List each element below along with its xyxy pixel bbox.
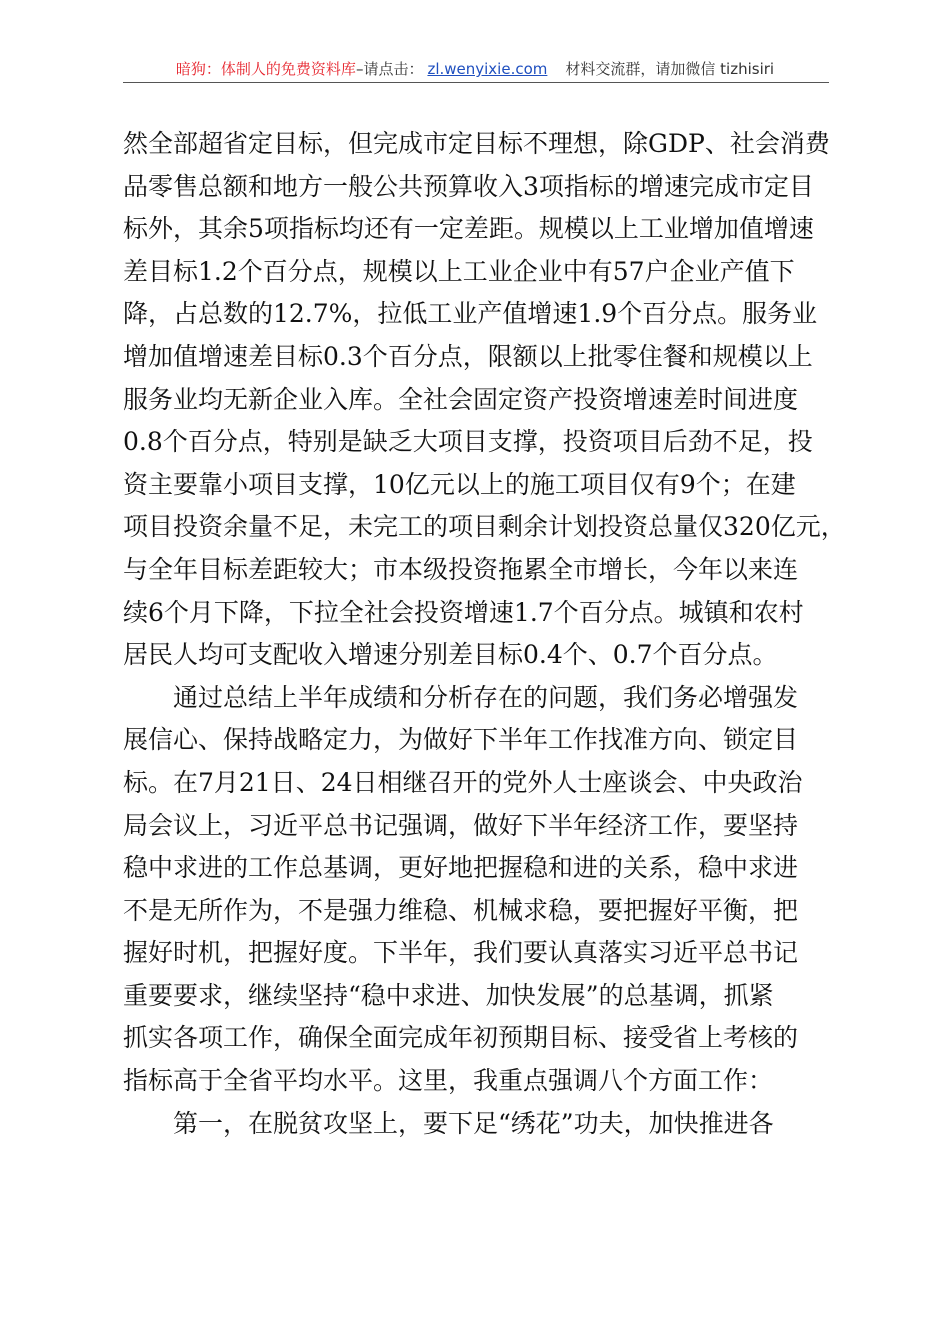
text-line: 项目投资余量不足，未完工的项目剩余计划投资总量仅320亿元， bbox=[123, 512, 846, 542]
header-brand: 暗狗：体制人的免费资料库 bbox=[175, 60, 356, 78]
header-note: 材料交流群，请加微信 tizhisiri bbox=[565, 60, 775, 78]
paragraph-start-line: 第一，在脱贫攻坚上，要下足“绣花”功夫，加快推进各 bbox=[173, 1108, 774, 1138]
text-line: 重要要求，继续坚持“稳中求进、加快发展”的总基调，抓紧 bbox=[123, 980, 774, 1010]
text-line: 局会议上，习近平总书记强调，做好下半年经济工作，要坚持 bbox=[123, 810, 799, 840]
text-line: 资主要靠小项目支撑，10亿元以上的施工项目仅有9个；在建 bbox=[123, 469, 796, 499]
document-body bbox=[123, 123, 845, 1145]
text-line: 0.8个百分点，特别是缺乏大项目支撑，投资项目后劲不足，投 bbox=[123, 427, 813, 457]
text-line: 增加值增速差目标0.3个百分点，限额以上批零住餐和规模以上 bbox=[123, 341, 813, 371]
text-line: 稳中求进的工作总基调，更好地把握稳和进的关系，稳中求进 bbox=[123, 853, 799, 883]
header-link[interactable]: zl.wenyixie.com bbox=[427, 60, 548, 78]
text-line: 指标高于全省平均水平。这里，我重点强调八个方面工作： bbox=[123, 1066, 774, 1096]
text-line: 差目标1.2个百分点，规模以上工业企业中有57户企业产值下 bbox=[123, 256, 795, 286]
text-line: 品零售总额和地方一般公共预算收入3项指标的增速完成市定目 bbox=[123, 171, 814, 201]
text-line: 续6个月下降，下拉全社会投资增速1.7个百分点。城镇和农村 bbox=[123, 597, 804, 627]
text-line: 降，占总数的12.7%，拉低工业产值增速1.9个百分点。服务业 bbox=[123, 299, 818, 329]
text-line: 握好时机，把握好度。下半年，我们要认真落实习近平总书记 bbox=[123, 938, 799, 968]
text-line: 标外，其余5项指标均还有一定差距。规模以上工业增加值增速 bbox=[123, 214, 814, 244]
text-line: 标。在7月21日、24日相继召开的党外人士座谈会、中央政治 bbox=[123, 767, 803, 797]
header-divider bbox=[123, 82, 829, 83]
page-header bbox=[0, 58, 950, 80]
text-line: 抓实各项工作，确保全面完成年初预期目标、接受省上考核的 bbox=[123, 1023, 799, 1053]
text-line: 与全年目标差距较大；市本级投资拖累全市增长，今年以来连 bbox=[123, 554, 799, 584]
text-line: 服务业均无新企业入库。全社会固定资产投资增速差时间进度 bbox=[123, 384, 799, 414]
text-line: 不是无所作为，不是强力维稳、机械求稳，要把握好平衡，把 bbox=[123, 895, 799, 925]
paragraph-start-line: 通过总结上半年成绩和分析存在的问题，我们务必增强发 bbox=[173, 682, 799, 712]
text-line: 展信心、保持战略定力，为做好下半年工作找准方向、锁定目 bbox=[123, 725, 799, 755]
text-line: 然全部超省定目标，但完成市定目标不理想，除GDP、社会消费 bbox=[123, 129, 830, 158]
header-prompt: –请点击： bbox=[355, 60, 424, 78]
text-line: 居民人均可支配收入增速分别差目标0.4个、0.7个百分点。 bbox=[123, 640, 778, 670]
